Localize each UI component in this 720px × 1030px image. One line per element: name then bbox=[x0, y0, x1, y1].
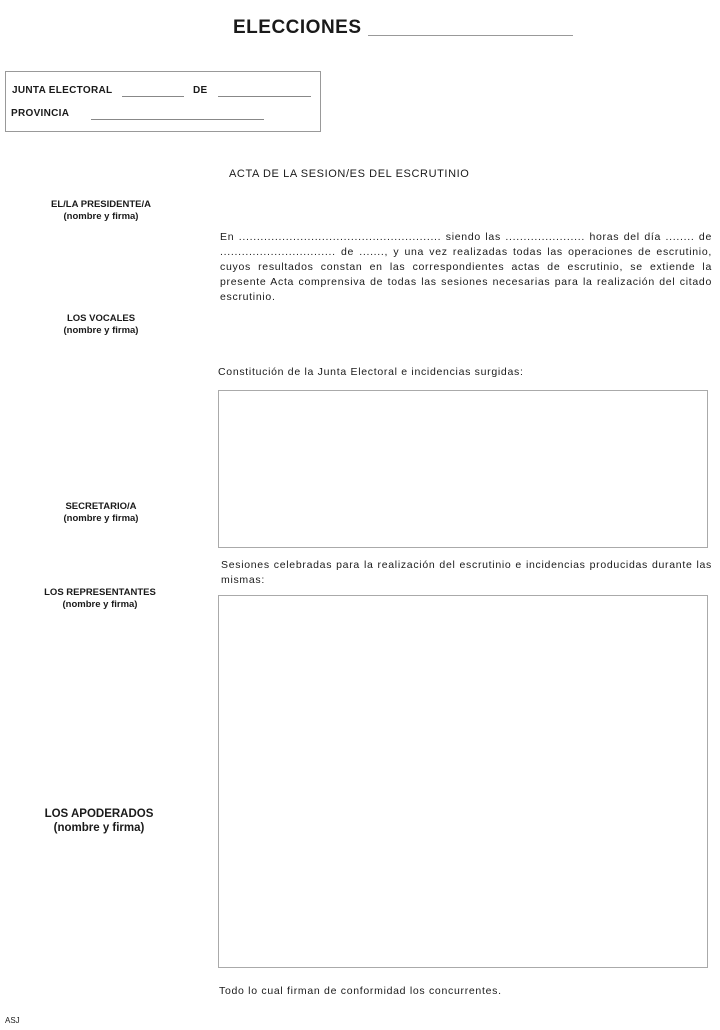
signature-role: LOS REPRESENTANTES bbox=[44, 587, 156, 598]
signature-secretario bbox=[6, 501, 196, 525]
signature-presidente bbox=[6, 199, 196, 223]
section-sesiones-label: Sesiones celebradas para la realización del escrutinio e incidencias producidas durante las mismas: bbox=[221, 559, 712, 586]
de-line[interactable] bbox=[218, 96, 311, 97]
signature-role: EL/LA PRESIDENTE/A bbox=[51, 199, 151, 210]
acta-title: ACTA DE LA SESION/ES DEL ESCRUTINIO bbox=[229, 168, 470, 180]
intro-paragraph: En ........................................................ siendo las ...................... horas del día ........ de ................................ de ......., y una vez realizadas todas las operaciones de escrutinio, cuyos resultados constan en las correspondientes actas de escrutinio, se extiende la presente Acta comprensiva de todas las sesiones necesarias para la realización del citado escrutinio. bbox=[220, 231, 712, 303]
section-constitucion-label: Constitución de la Junta Electoral e incidencias surgidas: bbox=[218, 366, 524, 378]
signature-role: LOS APODERADOS bbox=[44, 808, 154, 820]
junta-electoral-label: JUNTA ELECTORAL bbox=[12, 85, 113, 96]
signature-role: LOS VOCALES bbox=[66, 313, 136, 324]
signature-vocales bbox=[6, 313, 196, 337]
document-title: ELECCIONES bbox=[233, 17, 362, 38]
sesiones-field[interactable] bbox=[218, 595, 708, 968]
constitucion-field[interactable] bbox=[218, 390, 708, 548]
signature-note: (nombre y firma) bbox=[63, 325, 139, 336]
signature-note: (nombre y firma) bbox=[63, 211, 139, 222]
signature-note: (nombre y firma) bbox=[63, 513, 139, 524]
signature-apoderados bbox=[4, 807, 194, 835]
signature-role: SECRETARIO/A bbox=[65, 501, 137, 512]
footer-code: ASJ bbox=[5, 1016, 20, 1025]
signature-note: (nombre y firma) bbox=[53, 822, 145, 834]
de-label: DE bbox=[193, 85, 208, 96]
junta-electoral-line[interactable] bbox=[122, 96, 184, 97]
junta-provincia-box bbox=[5, 71, 321, 132]
election-name-line[interactable] bbox=[368, 35, 573, 36]
signature-representantes bbox=[5, 587, 195, 611]
signature-note: (nombre y firma) bbox=[62, 599, 138, 610]
provincia-label: PROVINCIA bbox=[11, 108, 70, 119]
provincia-line[interactable] bbox=[91, 119, 264, 120]
closing-statement: Todo lo cual firman de conformidad los concurrentes. bbox=[219, 985, 502, 997]
